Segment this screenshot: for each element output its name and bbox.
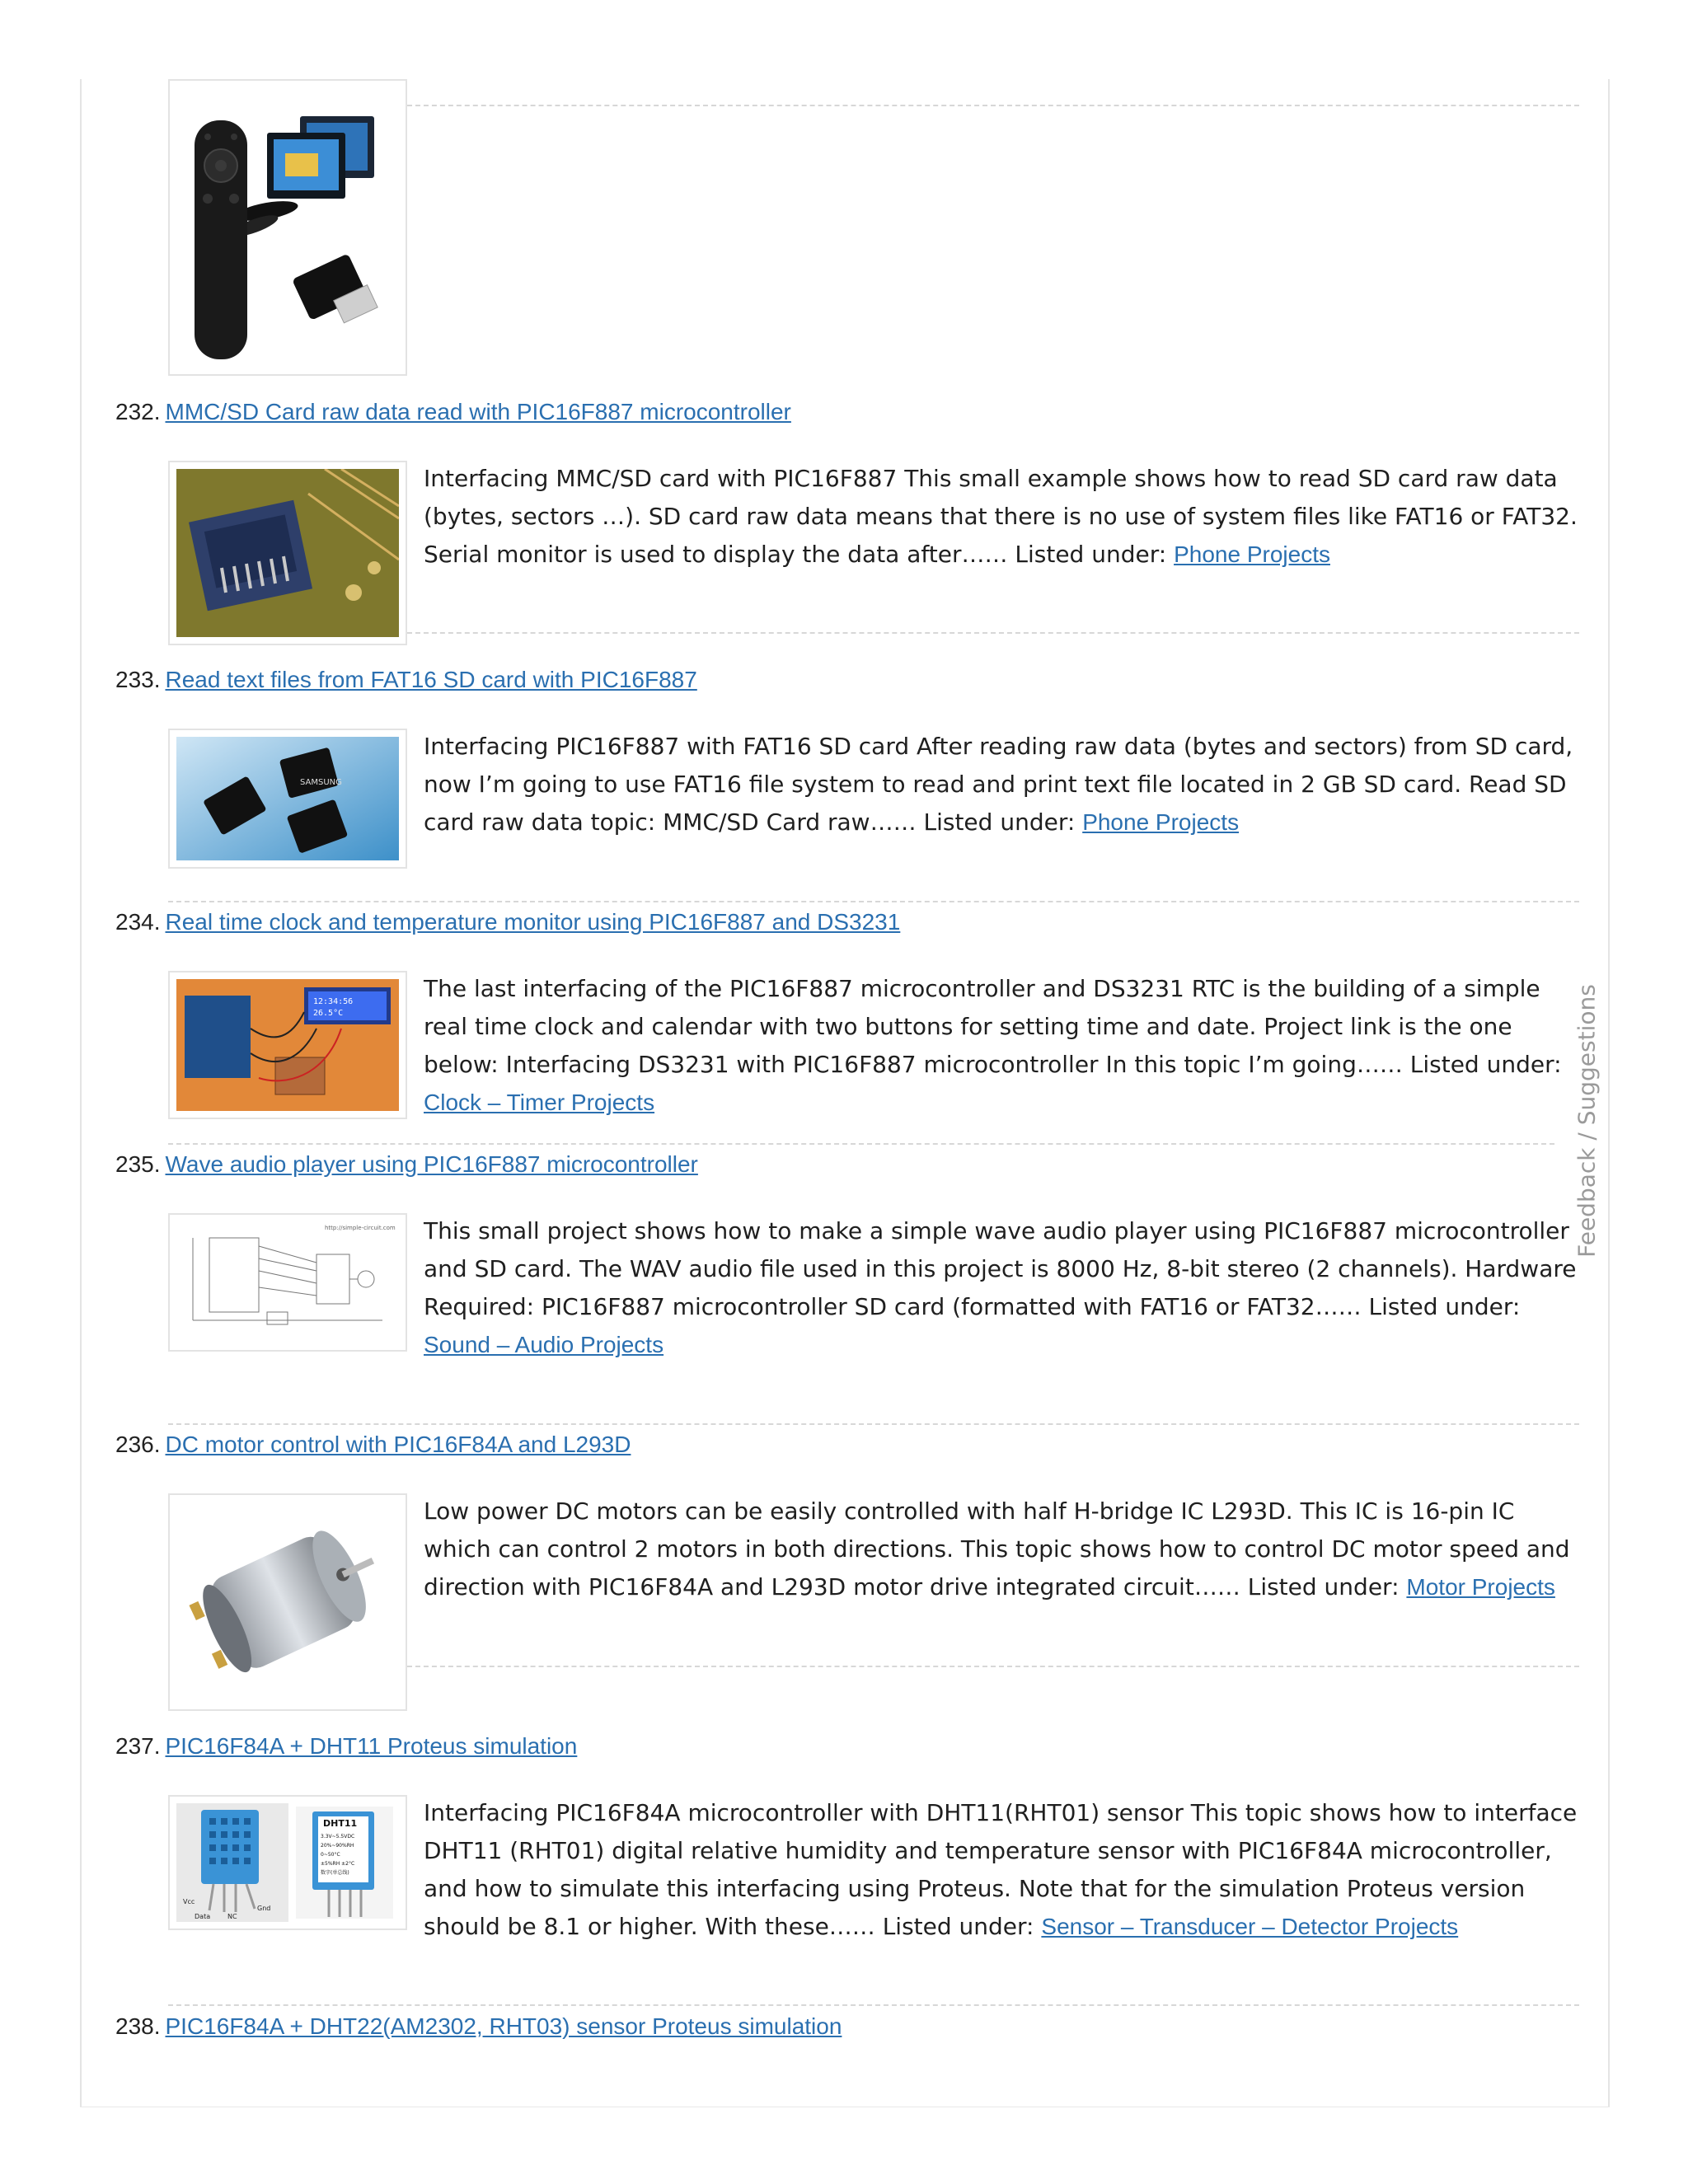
- dht11-spec: 0~50°C: [321, 1852, 340, 1858]
- dc-motor-image: [176, 1502, 399, 1703]
- thumbnail-sd-card-board[interactable]: [168, 461, 407, 645]
- feedback-tab[interactable]: [1570, 984, 1603, 1258]
- separator: [407, 632, 1579, 634]
- item-number: 236.: [115, 1432, 161, 1457]
- item-description: [424, 970, 1578, 1122]
- dht11-part-label: DHT11: [323, 1818, 358, 1829]
- dht11-spec: 20%~90%RH: [321, 1843, 354, 1849]
- category-link[interactable]: Phone Projects: [1082, 809, 1240, 835]
- dht11-spec: 数字(单总线): [321, 1870, 349, 1876]
- item-title-link[interactable]: Wave audio player using PIC16F887 microcontroller: [165, 1151, 698, 1177]
- category-link[interactable]: Sound – Audio Projects: [424, 1332, 664, 1357]
- description-text: Interfacing PIC16F84A microcontroller with DHT11(RHT01) sensor This topic shows how to interface DHT11 (RHT01) digital relative humidity and temperature sensor with PIC16F84A microcontroller, and how to simulate this interfacing using Proteus. Note that for the simulation Proteus version should be 8.1 or higher. With these…… Listed under:: [424, 1799, 1578, 1940]
- description-text: Low power DC motors can be easily controlled with half H-bridge IC L293D. This IC is 16-pin IC which can control 2 motors in both directions. This topic shows how to control DC motor speed and direction with PIC16F84A and L293D motor drive integrated circuit…… Listed under:: [424, 1497, 1570, 1601]
- pin-label-nc: NC: [227, 1913, 237, 1920]
- separator: [168, 1423, 1579, 1425]
- thumbnail-rtc-lcd[interactable]: [168, 971, 407, 1119]
- content-frame-left: [80, 79, 82, 2107]
- separator: [168, 2004, 1579, 2006]
- list-item-title-row: [115, 398, 791, 426]
- thumbnail-dht11-sensor[interactable]: [168, 1795, 407, 1930]
- item-description: [424, 1794, 1578, 1946]
- item-number: 238.: [115, 2013, 161, 2039]
- item-description: [424, 1212, 1578, 1364]
- item-title-link[interactable]: MMC/SD Card raw data read with PIC16F887 microcontroller: [165, 399, 791, 424]
- separator: [168, 901, 1579, 902]
- separator: [168, 1143, 1554, 1145]
- pin-label-gnd: Gnd: [257, 1905, 271, 1912]
- separator: [407, 105, 1579, 106]
- category-link[interactable]: Clock – Timer Projects: [424, 1090, 655, 1115]
- description-text: Interfacing PIC16F887 with FAT16 SD card After reading raw data (bytes and sectors) from SD card, now I’m going to use FAT16 file system to read and print text file located in 2 GB SD card. Read SD card raw data topic: MMC/SD Card raw…… Listed under:: [424, 733, 1573, 836]
- schematic-url: http://simple-circuit.com: [325, 1225, 396, 1231]
- lcd-line-2: 26.5°C: [313, 1009, 344, 1018]
- pin-label-data: Data: [195, 1913, 211, 1920]
- description-text: Interfacing MMC/SD card with PIC16F887 This small example shows how to read SD card raw data (bytes, sectors …). SD card raw data means that there is no use of system files like FAT16 or FAT32. Serial monitor is used to display the data after…… Listed under:: [424, 465, 1578, 568]
- lcd-line-1: 12:34:56: [313, 997, 354, 1006]
- separator: [407, 1666, 1579, 1667]
- thumbnail-wave-player-schematic[interactable]: [168, 1213, 407, 1352]
- item-title-link[interactable]: DC motor control with PIC16F84A and L293D: [165, 1432, 631, 1457]
- item-description: [424, 728, 1578, 841]
- list-item-title-row: [115, 2013, 842, 2041]
- dht11-spec: ±5%RH ±2°C: [321, 1861, 355, 1867]
- sd-brand-label: SAMSUNG: [300, 778, 342, 787]
- list-item-title-row: [115, 1732, 577, 1760]
- item-title-link[interactable]: PIC16F84A + DHT22(AM2302, RHT03) sensor Proteus simulation: [165, 2013, 842, 2039]
- description-text: The last interfacing of the PIC16F887 microcontroller and DS3231 RTC is the building of a simple real time clock and calendar with two buttons for setting time and date. Project link is the one below: Interfacing DS3231 with PIC16F887 microcontroller In this topic I’m going…… Listed under:: [424, 975, 1562, 1078]
- item-number: 234.: [115, 909, 161, 935]
- air-mouse-image: [176, 87, 399, 368]
- item-number: 233.: [115, 667, 161, 692]
- list-item-title-row: [115, 1151, 698, 1179]
- item-number: 237.: [115, 1733, 161, 1759]
- list-item-title-row: [115, 1431, 631, 1459]
- item-description: [424, 1493, 1578, 1606]
- description-text: This small project shows how to make a simple wave audio player using PIC16F887 microcontroller and SD card. The WAV audio file used in this project is 8000 Hz, 8-bit stereo (2 channels). Hardware Required: PIC16F887 microcontroller SD card (formatted with FAT16 or FAT32…… Listed under:: [424, 1217, 1577, 1320]
- feedback-tab-label: Feedback / Suggestions: [1573, 984, 1601, 1258]
- dht11-spec: 3.3V~5.5VDC: [321, 1834, 355, 1840]
- item-number: 232.: [115, 399, 161, 424]
- micro-sd-cards-image: [176, 737, 399, 860]
- item-title-link[interactable]: PIC16F84A + DHT11 Proteus simulation: [165, 1733, 578, 1759]
- schematic-image: [176, 1221, 399, 1343]
- list-item-title-row: [115, 908, 900, 936]
- sd-card-board-image: [176, 469, 399, 637]
- thumbnail-air-mouse[interactable]: [168, 79, 407, 376]
- list-item-title-row: [115, 666, 697, 694]
- item-title-link[interactable]: Real time clock and temperature monitor using PIC16F887 and DS3231: [165, 909, 901, 935]
- thumbnail-micro-sd-cards[interactable]: [168, 729, 407, 869]
- item-title-link[interactable]: Read text files from FAT16 SD card with PIC16F887: [165, 667, 697, 692]
- category-link[interactable]: Phone Projects: [1174, 541, 1330, 567]
- item-description: [424, 460, 1578, 574]
- content-frame-right: [1608, 79, 1610, 2107]
- category-link[interactable]: Sensor – Transducer – Detector Projects: [1041, 1914, 1459, 1939]
- pin-label-vcc: Vcc: [183, 1898, 195, 1905]
- rtc-lcd-image: [176, 979, 399, 1111]
- dht11-sensor-image: [176, 1803, 399, 1922]
- thumbnail-dc-motor[interactable]: [168, 1493, 407, 1711]
- item-number: 235.: [115, 1151, 161, 1177]
- category-link[interactable]: Motor Projects: [1406, 1574, 1555, 1600]
